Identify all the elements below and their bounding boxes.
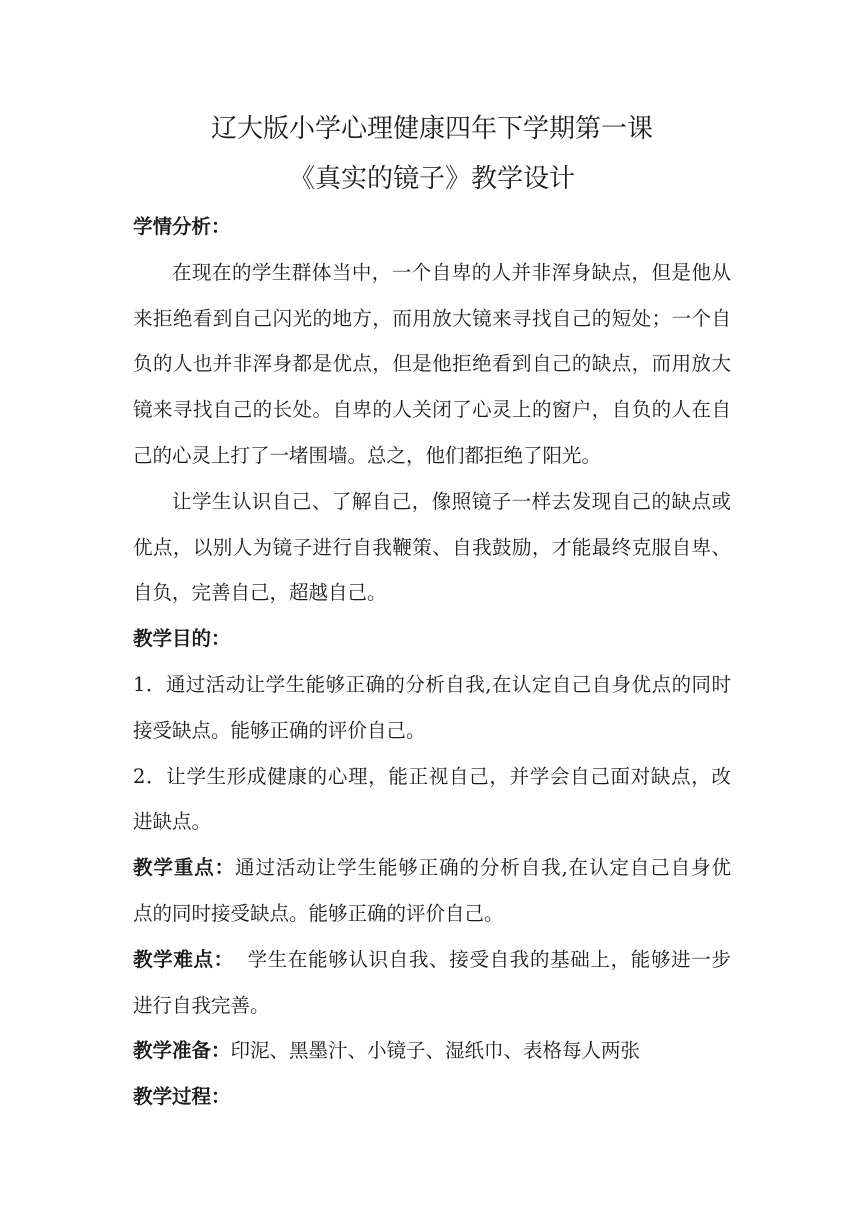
section-heading-goals: 教学目的： — [133, 627, 231, 651]
preparation-line — [133, 1028, 731, 1074]
document-page — [133, 104, 731, 1120]
document-title-line-1: 辽大版小学心理健康四年下学期第一课 — [210, 114, 653, 144]
paragraph-line: 2．让学生形成健康的心理，能正视自己，并学会自己面对缺点，改 — [133, 764, 731, 788]
paragraph-line: 在现在的学生群体当中，一个自卑的人并非浑身缺点，但是他从 — [172, 260, 731, 284]
difficulties-label: 教学难点： — [133, 947, 234, 971]
paragraph-line: 1．通过活动让学生能够正确的分析自我,在认定自己自身优点的同时 — [133, 672, 731, 696]
paragraph-line: 进行自我完善。 — [133, 993, 270, 1017]
difficulties-text: 学生在能够认识自我、接受自我的基础上，能够进一步 — [233, 947, 731, 971]
key-points-line-1 — [133, 845, 731, 891]
key-points-text: 通过活动让学生能够正确的分析自我,在认定自己自身优 — [235, 856, 731, 880]
paragraph-line: 镜来寻找自己的长处。自卑的人关闭了心灵上的窗户，自负的人在自 — [133, 398, 731, 422]
key-points-section — [133, 845, 731, 937]
paragraph-line: 自负，完善自己，超越自己。 — [133, 581, 387, 605]
paragraph-line: 来拒绝看到自己闪光的地方，而用放大镜来寻找自己的短处；一个自 — [133, 306, 731, 330]
paragraph-line: 点的同时接受缺点。能够正确的评价自己。 — [133, 901, 504, 925]
paragraph-line: 己的心灵上打了一堵围墙。总之，他们都拒绝了阳光。 — [133, 443, 602, 467]
goal-item-2 — [133, 754, 731, 846]
difficulties-line-1 — [133, 937, 731, 983]
section-heading-process: 教学过程： — [133, 1085, 231, 1109]
paragraph-line: 接受缺点。能够正确的评价自己。 — [133, 718, 426, 742]
preparation-text: 印泥、黑墨汁、小镜子、湿纸巾、表格每人两张 — [230, 1039, 641, 1063]
analysis-paragraph-1 — [133, 250, 731, 479]
paragraph-line: 进缺点。 — [133, 810, 212, 834]
difficulties-section — [133, 937, 731, 1029]
key-points-label: 教学重点： — [133, 856, 236, 880]
paragraph-line: 优点，以别人为镜子进行自我鞭策、自我鼓励，才能最终克服自卑、 — [133, 535, 731, 559]
section-heading-analysis: 学情分析： — [133, 215, 231, 238]
paragraph-line: 让学生认识自己、了解自己，像照镜子一样去发现自己的缺点或 — [172, 489, 731, 513]
preparation-label: 教学准备： — [133, 1039, 231, 1063]
analysis-paragraph-2 — [133, 479, 731, 616]
paragraph-line: 负的人也并非浑身都是优点，但是他拒绝看到自己的缺点，而用放大 — [133, 352, 731, 376]
document-title-line-2: 《真实的镜子》教学设计 — [288, 164, 575, 194]
goal-item-1 — [133, 662, 731, 754]
